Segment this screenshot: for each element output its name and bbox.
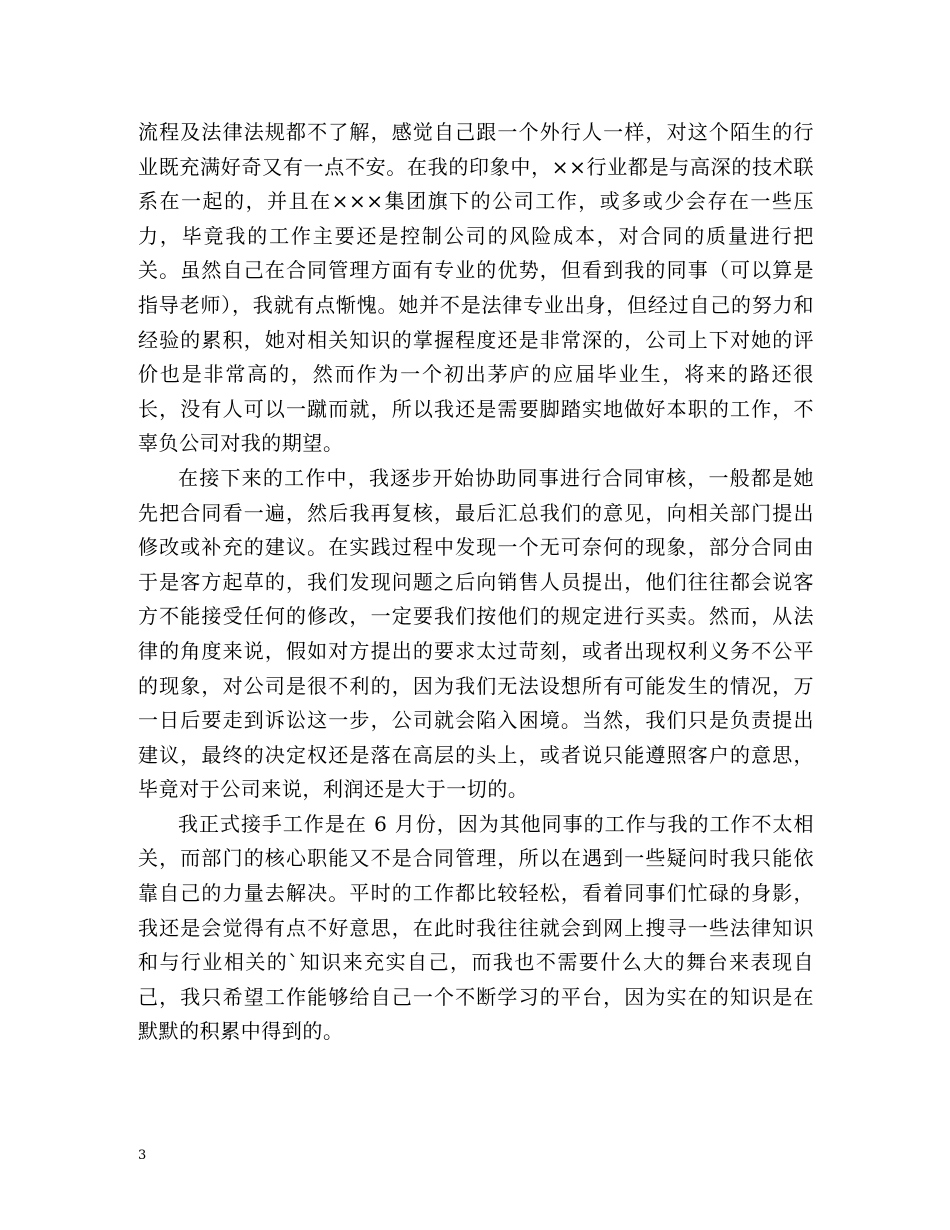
paragraph-1: 流程及法律法规都不了解，感觉自己跟一个外行人一样，对这个陌生的行业既充满好奇又有一点不安。在我的印象中，××行业都是与高深的技术联系在一起的，并且在×××集团旗下的公司工作，或多或少会存在一些压力，毕竟我的工作主要还是控制公司的风险成本，对合同的质量进行把关。虽然自己在合同管理方面有专业的优势，但看到我的同事（可以算是指导老师），我就有点惭愧。她并不是法律专业出身，但经过自己的努力和经验的累积，她对相关知识的掌握程度还是非常深的，公司上下对她的评价也是非常高的，然而作为一个初出茅庐的应届毕业生，将来的路还很长，没有人可以一蹴而就，所以我还是需要脚踏实地做好本职的工作，不辜负公司对我的期望。	[138, 120, 814, 456]
page-number: 3	[138, 1148, 147, 1163]
body-text	[138, 115, 814, 1049]
paragraph-2: 在接下来的工作中，我逐步开始协助同事进行合同审核，一般都是她先把合同看一遍，然后我再复核，最后汇总我们的意见，向相关部门提出修改或补充的建议。在实践过程中发现一个无可奈何的现象，部分合同由于是客方起草的，我们发现问题之后向销售人员提出，他们往往都会说客方不能接受任何的修改，一定要我们按他们的规定进行买卖。然而，从法律的角度来说，假如对方提出的要求太过苛刻，或者出现权利义务不公平的现象，对公司是很不利的，因为我们无法设想所有可能发生的情况，万一日后要走到诉讼这一步，公司就会陷入困境。当然，我们只是负责提出建议，最终的决定权还是落在高层的头上，或者说只能遵照客户的意思，毕竟对于公司来说，利润还是大于一切的。	[138, 465, 814, 802]
paragraph-3: 我正式接手工作是在 6 月份，因为其他同事的工作与我的工作不太相关，而部门的核心职能又不是合同管理，所以在遇到一些疑问时我只能依靠自己的力量去解决。平时的工作都比较轻松，看着同事们忙碌的身影，我还是会觉得有点不好意思，在此时我往往就会到网上搜寻一些法律知识和与行业相关的`知识来充实自己，而我也不需要什么大的舞台来表现自己，我只希望工作能够给自己一个不断学习的平台，因为实在的知识是在默默的积累中得到的。	[138, 811, 814, 1044]
